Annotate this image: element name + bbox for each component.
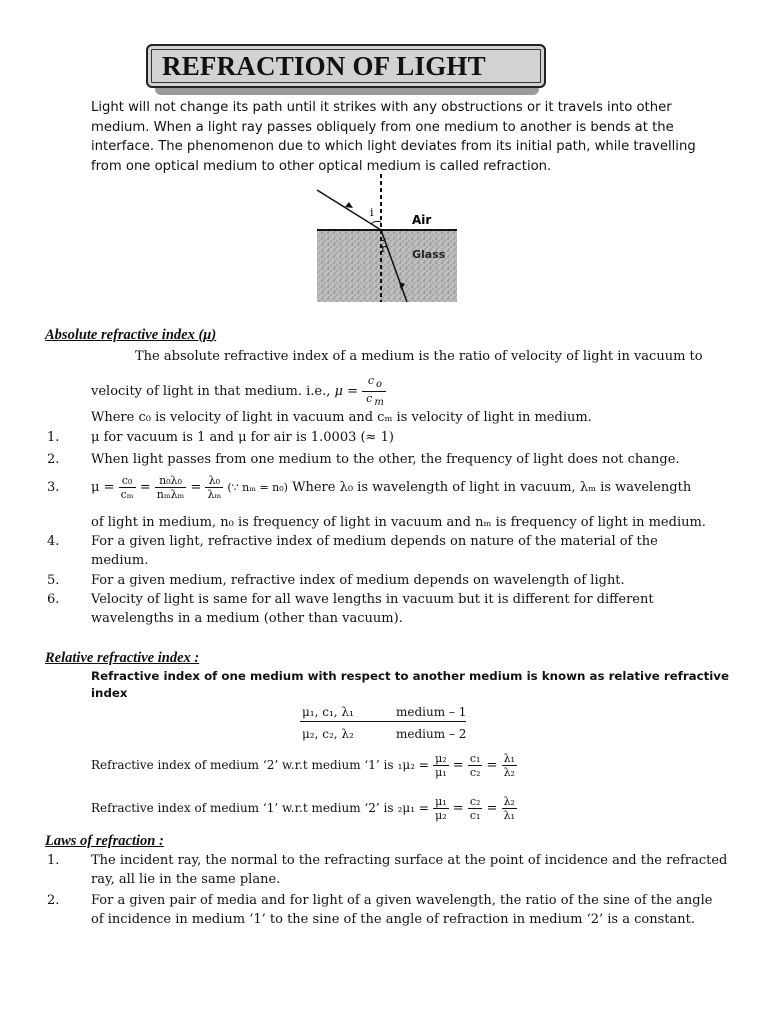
velocity-fraction [362, 374, 386, 409]
r2-symbol: ₂μ₁ = [397, 801, 429, 815]
frac-den: λₘ [207, 488, 222, 501]
frac-num: c₀ [119, 474, 136, 488]
medium-2-label: medium – 2 [396, 727, 467, 741]
equals-sign: = [452, 801, 464, 816]
frac-num: λ₁ [503, 752, 515, 765]
frac-den: cₘ [120, 488, 134, 501]
point-5-text: For a given medium, refractive index of medium depends on wavelength of light. [91, 573, 625, 588]
fraction-c [468, 795, 483, 822]
intro-paragraph [91, 98, 721, 176]
law-1-line2: ray, all lie in the same plane. [91, 872, 281, 887]
angle-arc-i [371, 221, 381, 224]
point-6-text-cont: wavelengths in a medium (other than vacuum). [91, 611, 403, 626]
medium-1-vars: μ₁, c₁, λ₁ [302, 705, 354, 719]
frac-den: c₁ [469, 809, 481, 822]
point-number: 2. [47, 452, 60, 467]
glass-label: Glass [412, 248, 446, 261]
point-3-text-b: of light in medium, n₀ is frequency of light in vacuum and nₘ is frequency of light in medium. [91, 515, 706, 530]
relative-definition-line2: index [91, 686, 128, 700]
frac-den: nₘλₘ [156, 488, 185, 501]
equals-sign: = [452, 758, 464, 773]
relative-formula-2 [91, 793, 517, 824]
mu-eq: μ = [91, 480, 115, 495]
equals-sign: = [190, 480, 202, 495]
relative-heading: Relative refractive index : [45, 650, 200, 666]
medium-2-vars: μ₂, c₂, λ₂ [302, 727, 354, 741]
angle-i-label: i [370, 206, 374, 219]
equals-sign: = [486, 758, 498, 773]
law-number: 1. [47, 853, 60, 868]
absolute-heading-text: Absolute refractive index ( [45, 327, 204, 343]
fraction-lambda [205, 474, 223, 501]
frac-num: c₂ [469, 795, 481, 808]
laws-heading: Laws of refraction : [45, 833, 164, 849]
def-text: velocity of light in that medium. i.e., [91, 384, 331, 400]
equals-sign: = [486, 801, 498, 816]
fraction-c [468, 752, 483, 779]
relative-formula-1 [91, 750, 517, 781]
point-2-text: When light passes from one medium to the other, the frequency of light does not change. [91, 452, 680, 467]
fraction-mu [433, 752, 449, 779]
r1-symbol: ₁μ₂ = [397, 758, 429, 772]
point-6-text: Velocity of light is same for all wave lengths in vacuum but it is different for different [91, 592, 654, 607]
frac-num: c [367, 374, 375, 387]
equals-sign: = [139, 480, 151, 495]
page-title: REFRACTION OF LIGHT [146, 44, 546, 88]
law-number: 2. [47, 893, 60, 908]
formula-lhs: μ = [334, 384, 359, 400]
frac-num: n₀λ₀ [155, 474, 187, 488]
frac-den: λ₁ [503, 809, 515, 822]
frac-num: μ₁ [435, 795, 447, 808]
absolute-definition-line2 [91, 374, 386, 409]
angle-r-label: r [381, 242, 387, 255]
intro-line: from one optical medium to other optical medium is called refraction. [91, 158, 552, 174]
since-clause: (∵ nₘ = n₀) [227, 481, 288, 494]
frac-num: c₁ [469, 752, 481, 765]
point-number: 6. [47, 592, 60, 607]
point-4-text: For a given light, refractive index of medium depends on nature of the material of the [91, 534, 658, 549]
frac-num-sub: o [376, 379, 383, 391]
mu-symbol: μ [203, 327, 212, 343]
r2-text: Refractive index of medium ‘1’ w.r.t medium ‘2’ is [91, 801, 394, 815]
frac-den: c [366, 392, 373, 406]
where-line: Where c₀ is velocity of light in vacuum and cₘ is velocity of light in medium. [91, 410, 592, 425]
frac-den: λ₂ [503, 766, 515, 779]
frac-den: μ₁ [435, 766, 447, 779]
refraction-figure [315, 172, 460, 304]
r1-text: Refractive index of medium ‘2’ w.r.t medium ‘1’ is [91, 758, 394, 772]
fraction-lambda [502, 752, 517, 779]
absolute-heading [45, 326, 216, 344]
point-1-text: μ for vacuum is 1 and μ for air is 1.0003 (≈ 1) [91, 430, 394, 445]
frac-num: λ₀ [205, 474, 223, 488]
intro-line: interface. The phenomenon due to which light deviates from its initial path, while travelling [91, 139, 696, 154]
fraction-lambda [502, 795, 517, 822]
fraction-n-lambda [155, 474, 187, 501]
medium-divider [300, 721, 466, 722]
point-3-text-a: Where λ₀ is wavelength of light in vacuum, λₘ is wavelength [292, 480, 692, 495]
point-4-text-cont: medium. [91, 553, 149, 568]
frac-den-sub: m [374, 397, 384, 409]
frac-num: λ₂ [503, 795, 515, 808]
fraction-c [119, 474, 136, 501]
point-number: 1. [47, 430, 60, 445]
absolute-heading-close: ) [211, 327, 217, 343]
point-number: 5. [47, 573, 60, 588]
point-number: 4. [47, 534, 60, 549]
point-3-formula [91, 472, 691, 504]
arrow-icon [345, 202, 353, 208]
relative-definition-line1: Refractive index of one medium with respect to another medium is known as relative refractive [91, 669, 729, 683]
law-2-line2: of incidence in medium ‘1’ to the sine of the angle of refraction in medium ‘2’ is a constant. [91, 912, 695, 927]
law-1-line1: The incident ray, the normal to the refracting surface at the point of incidence and the refracted [91, 853, 728, 868]
law-2-line1: For a given pair of media and for light of a given wavelength, the ratio of the sine of the angle [91, 893, 713, 908]
frac-num: μ₂ [435, 752, 447, 765]
fraction-mu [433, 795, 449, 822]
air-label: Air [412, 213, 432, 227]
frac-den: μ₂ [435, 809, 447, 822]
glass-block [317, 230, 457, 302]
point-number: 3. [47, 480, 60, 495]
medium-1-label: medium – 1 [396, 705, 467, 719]
absolute-definition-line1: The absolute refractive index of a medium is the ratio of velocity of light in vacuum to [135, 349, 703, 364]
intro-line: Light will not change its path until it strikes with any obstructions or it travels into other [91, 100, 672, 115]
intro-line: medium. When a light ray passes obliquely from one medium to another is bends at the [91, 119, 674, 135]
frac-den: c₂ [469, 766, 481, 779]
